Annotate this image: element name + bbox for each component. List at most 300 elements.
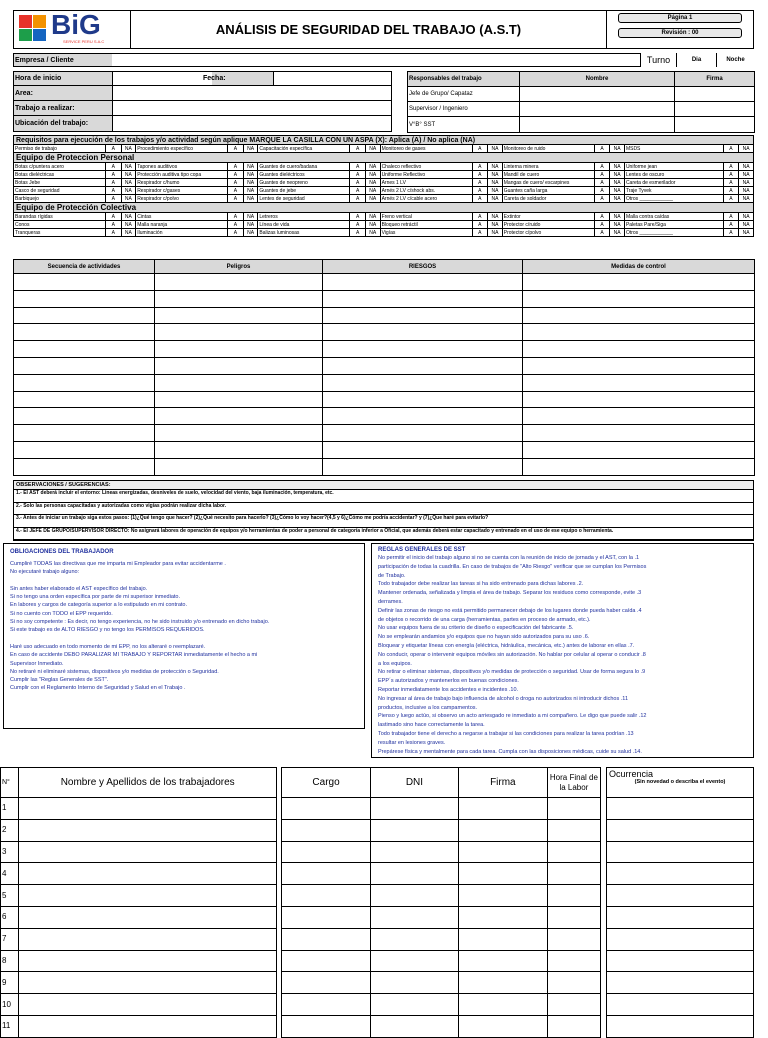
epp-a-checkbox[interactable]: A — [472, 171, 488, 179]
worker-firma-cell[interactable] — [458, 841, 547, 863]
secuencia-cell[interactable] — [14, 441, 155, 458]
medida-cell[interactable] — [523, 307, 755, 324]
epp-table — [13, 162, 754, 203]
epc-a-checkbox[interactable]: A — [594, 229, 610, 237]
ubicacion-label: Ubicación del trabajo: — [15, 120, 89, 127]
worker-name-cell[interactable] — [19, 863, 277, 885]
epp-a-checkbox[interactable]: A — [350, 187, 366, 195]
regla-line: .Reportar inmediatamente los accidentes e incidentes .10 — [378, 686, 519, 693]
ocurrencia-cell[interactable] — [607, 994, 754, 1016]
requisito-a-checkbox[interactable]: A — [723, 145, 739, 153]
epp-a-checkbox[interactable]: A — [105, 187, 121, 195]
epp-na-checkbox[interactable]: NA — [488, 179, 503, 187]
medida-cell[interactable] — [523, 441, 755, 458]
worker-number: 10 — [1, 994, 19, 1016]
epc-a-checkbox[interactable]: A — [105, 213, 121, 221]
epc-a-checkbox[interactable]: A — [723, 229, 739, 237]
epp-a-checkbox[interactable]: A — [594, 187, 610, 195]
epc-a-checkbox[interactable]: A — [594, 221, 610, 229]
epp-a-checkbox[interactable]: A — [228, 163, 244, 171]
worker-dni-cell[interactable] — [371, 906, 459, 928]
ocurrencia-cell[interactable] — [607, 798, 754, 820]
epp-na-checkbox[interactable]: NA — [488, 195, 503, 203]
worker-dni-cell[interactable] — [371, 819, 459, 841]
epc-na-checkbox[interactable]: NA — [488, 221, 503, 229]
page-title: ANÁLISIS DE SEGURIDAD DEL TRABAJO (A.S.T) — [215, 22, 522, 37]
epp-item-label: Protección auditiva tipo copa — [136, 171, 228, 179]
epp-a-checkbox[interactable]: A — [350, 171, 366, 179]
hora-inicio-input[interactable] — [112, 72, 212, 85]
epc-a-checkbox[interactable]: A — [723, 213, 739, 221]
epp-a-checkbox[interactable]: A — [594, 179, 610, 187]
observacion-item: 4.- El JEFE DE GRUPO/SUPERVISOR DIRECTO: No asignará labores de operación de equipos y/o herramientas de poder a personal de categoría inferior a Oficial, que además deberá estar capacitado y entrenado en el uso de ese equipo o herramienta. — [14, 528, 753, 541]
supervisor-nombre-input[interactable] — [520, 102, 675, 117]
worker-cargo-cell[interactable] — [282, 950, 371, 972]
epp-na-checkbox[interactable]: NA — [243, 179, 258, 187]
epp-item-label: Casco de seguridad — [14, 187, 106, 195]
obligacion-line: No retiraré ni eliminaré sistemas, dispositivos y/o medidas de protección o Seguridad. — [10, 668, 219, 675]
riesgo-cell[interactable] — [323, 290, 523, 307]
worker-dni-cell[interactable] — [371, 928, 459, 950]
epp-na-checkbox[interactable]: NA — [121, 163, 136, 171]
epp-item-label: Arnes 1 LV — [380, 179, 472, 187]
secuencia-cell[interactable] — [14, 391, 155, 408]
epp-a-checkbox[interactable]: A — [105, 163, 121, 171]
epc-a-checkbox[interactable]: A — [594, 213, 610, 221]
worker-number: 9 — [1, 972, 19, 994]
worker-dni-cell[interactable] — [371, 972, 459, 994]
epp-na-checkbox[interactable]: NA — [121, 171, 136, 179]
secuencia-cell[interactable] — [14, 357, 155, 374]
epp-a-checkbox[interactable]: A — [228, 195, 244, 203]
epp-a-checkbox[interactable]: A — [228, 187, 244, 195]
epp-na-checkbox[interactable]: NA — [610, 187, 625, 195]
worker-firma-cell[interactable] — [458, 994, 547, 1016]
epc-na-checkbox[interactable]: NA — [610, 229, 625, 237]
epp-item-label: Guantes caña larga — [502, 187, 594, 195]
worker-hora-cell[interactable] — [547, 1015, 600, 1037]
epc-a-checkbox[interactable]: A — [105, 221, 121, 229]
riesgo-cell[interactable] — [323, 391, 523, 408]
worker-cargo-cell[interactable] — [282, 994, 371, 1016]
worker-name-cell[interactable] — [19, 950, 277, 972]
requisito-a-checkbox[interactable]: A — [228, 145, 244, 153]
regla-line: .EPP´s autorizados y mantenerlos en buenas condiciones — [378, 678, 519, 685]
epp-item-label: Respirador c/humo — [136, 179, 228, 187]
epc-na-checkbox[interactable]: NA — [739, 221, 754, 229]
medida-cell[interactable] — [523, 274, 755, 291]
jefe-firma-input[interactable] — [675, 87, 755, 102]
epp-a-checkbox[interactable]: A — [350, 163, 366, 171]
ocurrencia-cell[interactable] — [607, 972, 754, 994]
epc-a-checkbox[interactable]: A — [472, 213, 488, 221]
worker-cargo-cell[interactable] — [282, 972, 371, 994]
regla-line: No ingresar al área de trabajo bajo influencia de alcohol o droga no autorizados ni introducir dichos .11 — [378, 695, 629, 702]
worker-hora-cell[interactable] — [547, 994, 600, 1016]
epc-na-checkbox[interactable]: NA — [488, 229, 503, 237]
worker-number: 3 — [1, 841, 19, 863]
worker-number: 8 — [1, 950, 19, 972]
requisito-na-checkbox[interactable]: NA — [121, 145, 136, 153]
worker-hora-cell[interactable] — [547, 863, 600, 885]
requisito-a-checkbox[interactable]: A — [594, 145, 610, 153]
epc-na-checkbox[interactable]: NA — [366, 213, 381, 221]
requisito-a-checkbox[interactable]: A — [105, 145, 121, 153]
ocurrencia-label: Ocurrencia — [609, 769, 654, 779]
ocurrencia-table — [606, 767, 754, 1038]
epp-a-checkbox[interactable]: A — [723, 187, 739, 195]
epc-item-label: Tranqueras — [14, 229, 106, 237]
worker-firma-cell[interactable] — [458, 863, 547, 885]
epc-item-label: Bloqueo retráctil — [380, 221, 472, 229]
requisito-na-checkbox[interactable]: NA — [739, 145, 754, 153]
epp-na-checkbox[interactable]: NA — [243, 171, 258, 179]
regla-line: .a los equipos — [378, 660, 412, 667]
jefe-nombre-input[interactable] — [520, 87, 675, 102]
worker-cargo-cell[interactable] — [282, 1015, 371, 1037]
epp-na-checkbox[interactable]: NA — [610, 171, 625, 179]
epp-a-checkbox[interactable]: A — [594, 171, 610, 179]
riesgo-cell[interactable] — [323, 341, 523, 358]
worker-hora-cell[interactable] — [547, 819, 600, 841]
epc-item-label: Extintor — [502, 213, 594, 221]
secuencia-cell[interactable] — [14, 274, 155, 291]
epp-na-checkbox[interactable]: NA — [243, 195, 258, 203]
epp-na-checkbox[interactable]: NA — [739, 171, 754, 179]
requisito-item-label: Capacitación específica — [258, 145, 350, 153]
medida-cell[interactable] — [523, 290, 755, 307]
page-info — [606, 10, 754, 49]
epp-na-checkbox[interactable]: NA — [739, 195, 754, 203]
vb-firma-input[interactable] — [675, 117, 755, 133]
epc-item-label: Malla contra caídas — [624, 213, 723, 221]
epc-na-checkbox[interactable]: NA — [488, 213, 503, 221]
epp-a-checkbox[interactable]: A — [350, 179, 366, 187]
worker-hora-cell[interactable] — [547, 906, 600, 928]
medida-cell[interactable] — [523, 357, 755, 374]
worker-number: 4 — [1, 863, 19, 885]
peligro-cell[interactable] — [155, 408, 323, 425]
regla-line: .No se emplearán andamios y/o equipos que no hayan sido autorizados para su uso .6 — [378, 634, 590, 641]
peligro-cell[interactable] — [155, 458, 323, 475]
peligro-cell[interactable] — [155, 290, 323, 307]
secuencia-cell[interactable] — [14, 324, 155, 341]
peligro-cell[interactable] — [155, 324, 323, 341]
worker-firma-cell[interactable] — [458, 1015, 547, 1037]
riesgo-cell[interactable] — [323, 274, 523, 291]
worker-cargo-cell[interactable] — [282, 863, 371, 885]
epc-a-checkbox[interactable]: A — [350, 221, 366, 229]
worker-cargo-cell[interactable] — [282, 885, 371, 907]
trabajo-input[interactable] — [112, 101, 391, 115]
worker-dni-cell[interactable] — [371, 1015, 459, 1037]
epc-a-checkbox[interactable]: A — [350, 229, 366, 237]
worker-cargo-cell[interactable] — [282, 798, 371, 820]
ocurrencia-cell[interactable] — [607, 1015, 754, 1037]
requisito-na-checkbox[interactable]: NA — [243, 145, 258, 153]
medida-cell[interactable] — [523, 374, 755, 391]
peligro-cell[interactable] — [155, 441, 323, 458]
page-number: Página 1 — [618, 13, 742, 23]
epp-a-checkbox[interactable]: A — [472, 179, 488, 187]
reglas-title: REGLAS GENERALES DE SST — [378, 547, 466, 553]
epp-a-checkbox[interactable]: A — [594, 195, 610, 203]
worker-firma-cell[interactable] — [458, 906, 547, 928]
epp-item-label: Botas Jebe — [14, 179, 106, 187]
worker-hora-cell[interactable] — [547, 928, 600, 950]
turno-noche[interactable]: Noche — [716, 53, 754, 67]
obligacion-line: Sin antes haber elaborado el AST específico del trabajo. — [10, 585, 148, 592]
epp-a-checkbox[interactable]: A — [105, 179, 121, 187]
supervisor-firma-input[interactable] — [675, 102, 755, 117]
medida-cell[interactable] — [523, 324, 755, 341]
regla-line: .productos, inclusive a los campamentos — [378, 704, 478, 711]
observacion-item: 3.- Antes de iniciar un trabajo siga estos pasos: (1)¿Qué tengo que hacer? (2)¿Qué necesito para hacerlo? (3)¿Cómo lo voy hacer?(4,5 y 6)¿Cómo me podría accidentar? y (7)¿Que haré para evitarlo? — [14, 515, 753, 528]
worker-name-cell[interactable] — [19, 928, 277, 950]
peligro-cell[interactable] — [155, 374, 323, 391]
epp-na-checkbox[interactable]: NA — [488, 171, 503, 179]
epp-na-checkbox[interactable]: NA — [121, 187, 136, 195]
epc-na-checkbox[interactable]: NA — [243, 229, 258, 237]
worker-cargo-cell[interactable] — [282, 906, 371, 928]
epc-na-checkbox[interactable]: NA — [610, 213, 625, 221]
epc-na-checkbox[interactable]: NA — [739, 229, 754, 237]
obligacion-line: Si no soy competente : Es decir, no tengo experiencia, no he sido instruido y/o entrenado en dicho trabajo. — [10, 619, 270, 626]
worker-name-cell[interactable] — [19, 1015, 277, 1037]
secuencia-cell[interactable] — [14, 458, 155, 475]
epp-a-checkbox[interactable]: A — [228, 179, 244, 187]
epc-na-checkbox[interactable]: NA — [121, 213, 136, 221]
worker-name-cell[interactable] — [19, 885, 277, 907]
peligro-cell[interactable] — [155, 274, 323, 291]
epp-item-label: Lentes de oscuro — [624, 171, 723, 179]
logo-text: BiG — [51, 9, 101, 40]
epp-na-checkbox[interactable]: NA — [243, 163, 258, 171]
worker-hora-cell[interactable] — [547, 972, 600, 994]
epp-item-label: Mangas de cuero/ escarpines — [502, 179, 594, 187]
turno-dia[interactable]: Dia — [676, 53, 716, 67]
secuencia-cell[interactable] — [14, 425, 155, 442]
regla-line: .Bloquear y etiquetar líneas con energía (eléctrica, hidráulica, mecánica, etc.) antes de laborar en ellas .7 — [378, 642, 635, 649]
epp-a-checkbox[interactable]: A — [472, 187, 488, 195]
worker-name-cell[interactable] — [19, 798, 277, 820]
riesgo-cell[interactable] — [323, 374, 523, 391]
requisito-item-label: Permiso de trabajo — [14, 145, 106, 153]
peligro-cell[interactable] — [155, 307, 323, 324]
secuencia-cell[interactable] — [14, 408, 155, 425]
worker-firma-cell[interactable] — [458, 798, 547, 820]
peligro-cell[interactable] — [155, 357, 323, 374]
worker-dni-cell[interactable] — [371, 798, 459, 820]
ocurrencia-cell[interactable] — [607, 906, 754, 928]
requisito-na-checkbox[interactable]: NA — [366, 145, 381, 153]
epc-item-label: Otros ____________ — [624, 229, 723, 237]
epp-na-checkbox[interactable]: NA — [739, 187, 754, 195]
epp-na-checkbox[interactable]: NA — [739, 163, 754, 171]
ocurrencia-cell[interactable] — [607, 841, 754, 863]
reglas-box — [371, 543, 754, 758]
worker-firma-cell[interactable] — [458, 885, 547, 907]
worker-firma-cell[interactable] — [458, 950, 547, 972]
epp-na-checkbox[interactable]: NA — [488, 163, 503, 171]
epp-na-checkbox[interactable]: NA — [366, 179, 381, 187]
epp-na-checkbox[interactable]: NA — [739, 179, 754, 187]
medida-cell[interactable] — [523, 408, 755, 425]
observaciones-title: OBSERVACIONES / SUGERENCIAS: — [14, 481, 753, 490]
epp-na-checkbox[interactable]: NA — [366, 163, 381, 171]
riesgo-cell[interactable] — [323, 441, 523, 458]
epp-na-checkbox[interactable]: NA — [121, 195, 136, 203]
epp-a-checkbox[interactable]: A — [723, 179, 739, 187]
epp-na-checkbox[interactable]: NA — [121, 179, 136, 187]
riesgo-cell[interactable] — [323, 425, 523, 442]
epp-na-checkbox[interactable]: NA — [366, 171, 381, 179]
requisito-a-checkbox[interactable]: A — [350, 145, 366, 153]
worker-hora-cell[interactable] — [547, 798, 600, 820]
epc-item-label: Cintas — [136, 213, 228, 221]
epc-na-checkbox[interactable]: NA — [121, 221, 136, 229]
peligro-cell[interactable] — [155, 391, 323, 408]
obligacion-line — [10, 635, 358, 643]
epc-item-label: Línea de vida — [258, 221, 350, 229]
epp-na-checkbox[interactable]: NA — [243, 187, 258, 195]
area-label: Area: — [15, 90, 33, 97]
worker-name-cell[interactable] — [19, 994, 277, 1016]
ocurrencia-cell[interactable] — [607, 863, 754, 885]
company-input[interactable] — [112, 54, 640, 66]
epc-na-checkbox[interactable]: NA — [610, 221, 625, 229]
epp-na-checkbox[interactable]: NA — [366, 195, 381, 203]
epp-a-checkbox[interactable]: A — [472, 163, 488, 171]
worker-dni-cell[interactable] — [371, 994, 459, 1016]
activities-header-secuencia: Secuencia de actividades — [14, 260, 155, 274]
worker-firma-cell[interactable] — [458, 928, 547, 950]
epp-a-checkbox[interactable]: A — [105, 171, 121, 179]
observacion-item: 2.- Solo las personas capacitadas y autorizadas como vigías podrán realizar dicha labor. — [14, 503, 753, 516]
epp-na-checkbox[interactable]: NA — [610, 163, 625, 171]
ocurrencia-cell[interactable] — [607, 885, 754, 907]
requisito-a-checkbox[interactable]: A — [472, 145, 488, 153]
epc-item-label: Balizas luminosas — [258, 229, 350, 237]
secuencia-cell[interactable] — [14, 341, 155, 358]
epp-a-checkbox[interactable]: A — [472, 195, 488, 203]
worker-cargo-cell[interactable] — [282, 928, 371, 950]
worker-name-cell[interactable] — [19, 819, 277, 841]
epp-a-checkbox[interactable]: A — [723, 195, 739, 203]
worker-dni-cell[interactable] — [371, 885, 459, 907]
peligro-cell[interactable] — [155, 425, 323, 442]
epc-na-checkbox[interactable]: NA — [121, 229, 136, 237]
ubicacion-input[interactable] — [112, 116, 391, 131]
worker-name-cell[interactable] — [19, 906, 277, 928]
epc-a-checkbox[interactable]: A — [723, 221, 739, 229]
requisito-na-checkbox[interactable]: NA — [610, 145, 625, 153]
worker-firma-cell[interactable] — [458, 819, 547, 841]
epp-a-checkbox[interactable]: A — [723, 171, 739, 179]
riesgo-cell[interactable] — [323, 324, 523, 341]
epp-a-checkbox[interactable]: A — [350, 195, 366, 203]
worker-cargo-cell[interactable] — [282, 819, 371, 841]
worker-dni-cell[interactable] — [371, 863, 459, 885]
epc-a-checkbox[interactable]: A — [228, 221, 244, 229]
worker-name-cell[interactable] — [19, 972, 277, 994]
epp-a-checkbox[interactable]: A — [228, 171, 244, 179]
fecha-input[interactable] — [273, 72, 391, 85]
riesgo-cell[interactable] — [323, 458, 523, 475]
workers-header-dni: DNI — [371, 768, 459, 798]
epc-a-checkbox[interactable]: A — [228, 229, 244, 237]
medida-cell[interactable] — [523, 458, 755, 475]
riesgo-cell[interactable] — [323, 307, 523, 324]
epp-title: Equipo de Proteccion Personal — [13, 153, 754, 162]
ocurrencia-cell[interactable] — [607, 819, 754, 841]
epc-a-checkbox[interactable]: A — [105, 229, 121, 237]
epp-na-checkbox[interactable]: NA — [488, 187, 503, 195]
ocurrencia-cell[interactable] — [607, 928, 754, 950]
medida-cell[interactable] — [523, 391, 755, 408]
vb-nombre-input[interactable] — [520, 117, 675, 133]
worker-dni-cell[interactable] — [371, 841, 459, 863]
requisitos-table — [13, 144, 754, 153]
regla-line: Pienso y luego actúo, si observo un acto arriesgado re inmediato a mi compañero. Le digo que puede salir .12 — [378, 713, 647, 720]
work-info — [13, 71, 392, 132]
epc-na-checkbox[interactable]: NA — [366, 221, 381, 229]
epp-item-label: Guantes de cuero/badana — [258, 163, 350, 171]
obligacion-line: Si no tengo una orden específica por parte de mi superisor inmediato. — [10, 594, 180, 601]
epc-a-checkbox[interactable]: A — [472, 221, 488, 229]
epc-na-checkbox[interactable]: NA — [243, 213, 258, 221]
epc-a-checkbox[interactable]: A — [350, 213, 366, 221]
worker-firma-cell[interactable] — [458, 972, 547, 994]
secuencia-cell[interactable] — [14, 290, 155, 307]
epc-a-checkbox[interactable]: A — [472, 229, 488, 237]
workers-header-firma: Firma — [458, 768, 547, 798]
ocurrencia-cell[interactable] — [607, 950, 754, 972]
requisito-na-checkbox[interactable]: NA — [488, 145, 503, 153]
worker-cargo-cell[interactable] — [282, 841, 371, 863]
epc-na-checkbox[interactable]: NA — [739, 213, 754, 221]
epp-a-checkbox[interactable]: A — [723, 163, 739, 171]
peligro-cell[interactable] — [155, 341, 323, 358]
epp-a-checkbox[interactable]: A — [105, 195, 121, 203]
worker-number: 7 — [1, 928, 19, 950]
workers-header-hora-final: Hora Final de la Labor — [547, 768, 600, 798]
regla-line: .Todo trabajador debe realizar las tareas si ha sido entrenado para dichas labores .2 — [378, 581, 584, 588]
riesgo-cell[interactable] — [323, 357, 523, 374]
jefe-label: Jefe de Grupo/ Capataz — [408, 87, 520, 102]
activities-header-peligros: Peligros — [155, 260, 323, 274]
epp-a-checkbox[interactable]: A — [594, 163, 610, 171]
epp-na-checkbox[interactable]: NA — [610, 195, 625, 203]
epc-a-checkbox[interactable]: A — [228, 213, 244, 221]
area-input[interactable] — [112, 86, 391, 100]
epp-na-checkbox[interactable]: NA — [610, 179, 625, 187]
secuencia-cell[interactable] — [14, 374, 155, 391]
riesgo-cell[interactable] — [323, 408, 523, 425]
worker-hora-cell[interactable] — [547, 950, 600, 972]
worker-name-cell[interactable] — [19, 841, 277, 863]
worker-hora-cell[interactable] — [547, 841, 600, 863]
epc-na-checkbox[interactable]: NA — [366, 229, 381, 237]
worker-hora-cell[interactable] — [547, 885, 600, 907]
medida-cell[interactable] — [523, 341, 755, 358]
epp-na-checkbox[interactable]: NA — [366, 187, 381, 195]
epc-na-checkbox[interactable]: NA — [243, 221, 258, 229]
medida-cell[interactable] — [523, 425, 755, 442]
worker-dni-cell[interactable] — [371, 950, 459, 972]
epc-item-label: Iluminación — [136, 229, 228, 237]
secuencia-cell[interactable] — [14, 307, 155, 324]
